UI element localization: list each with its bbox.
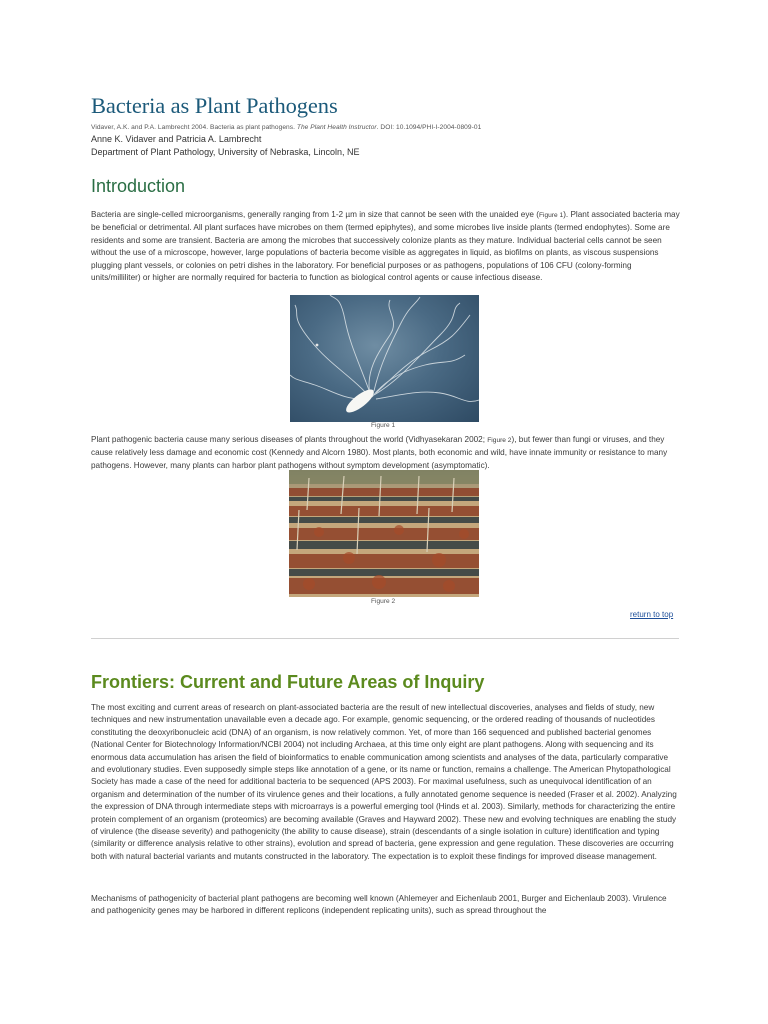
- figure-2-caption: Figure 2: [371, 598, 396, 605]
- bacterium-flagella-illustration: [290, 295, 479, 422]
- citation: [91, 124, 481, 131]
- figure-2-reference: Figure 2: [487, 437, 512, 444]
- intro-p1-text-b: ). Plant associated bacteria may be beneficial or detrimental. All plant surfaces have microbes on them (termed epiphytes), and some microbes live inside plants (termed endophytes). Some are residents and some are transient. Bacteria are among the microbes that successively colonize plants as they mature. Individual bacterial cells cannot be seen without the use of a microscope, however, large populations of bacteria become visible as aggregates in liquid, as biofilms on plants, as viscous suspensions plugging plant vessels, or colonies on petri dishes in the laboratory. For beneficial purposes or as pathogens, populations of 106 CFU (colony-forming units/milliliter) or higher are normally required for bacteria to function as biological control agents or cause infectious disease.: [91, 210, 680, 283]
- figure-1-caption: Figure 1: [371, 422, 396, 429]
- frontiers-paragraph-1: The most exciting and current areas of research on plant-associated bacteria are the result of new intellectual discoveries, analyses and fields of study, new techniques and new instrumentation unavailable even a decade ago. For example, genomic sequencing, or the ordered reading of thousands of nucleotides constituting the deoxyribonucleic acid (DNA) of an organism, is now relatively common. Yet, of more than 166 sequenced and published bacterial genomes (National Center for Biotechnology Information/NCBI 2004) not including Archaea, at this time only eight are plant pathogens. Along with sequencing and its enormous data accumulation has arisen the field of bioinformatics to enable communication among scientists and analyses of the data, particularly comparative and evolutionary studies. Even supposedly simple steps like annotation of a gene, or its name or function, remains a challenge. The American Phytopathological Society has made a case of the need for additional bacteria to be sequenced (APS 2003). For maximal usefulness, such as unequivocal identification of an organism and determination of the number of its virulence genes and their locations, a fully annotated genome sequence is needed (Fraser et al. 2002). Analyzing the expression of DNA through intermediate steps with microarrays is a powerful emerging tool (Hinds et al. 2003). Similarly, methods for characterizing the entire protein complement of an organism (proteomics) are becoming available (Graves and Hayward 2002). These new and evolving techniques are enabling the study of virulence (the disease severity) and pathogenicity (the ability to cause disease), strain (descendants of a single isolation in culture) identification and typing (similarity or difference analysis relative to other strains), evolution and spread of bacteria, gene expression and gene regulation. These discoveries are occurring both with natural bacterial variants and mutants constructed in the laboratory. The expectation is to exploit these findings for improved disease management.: [91, 703, 677, 861]
- citation-journal: The Plant Health Instructor: [296, 124, 377, 131]
- intro-p2-text-a: Plant pathogenic bacteria cause many serious diseases of plants throughout the world (Vidhyasekaran 2002;: [91, 435, 488, 444]
- article-title: Bacteria as Plant Pathogens: [91, 93, 338, 118]
- diseased-crop-rows-illustration: [289, 470, 479, 597]
- citation-doi: . DOI: 10.1094/PHI-I-2004-0809-01: [376, 124, 482, 131]
- citation-authors: Vidaver, A.K. and P.A. Lambrecht 2004. Bacteria as plant pathogens.: [91, 124, 297, 131]
- intro-p2-text-b: ), but fewer than fungi or viruses, and they cause relatively less damage and economic cost (Kennedy and Alcorn 1980). Most plants, both economic and wild, have innate immunity or resistance to many pathogens. However, many plants can harbor plant pathogens without symptom development (asymptomatic).: [91, 435, 668, 470]
- intro-paragraph-2: [91, 434, 681, 472]
- section-heading-frontiers: Frontiers: Current and Future Areas of Inquiry: [91, 672, 485, 692]
- intro-p1-text-a: Bacteria are single-celled microorganisms, generally ranging from 1-2 µm in size that cannot be seen with the unaided eye (: [91, 210, 539, 219]
- return-to-top-link[interactable]: return to top: [630, 610, 674, 619]
- intro-paragraph-1: [91, 209, 681, 284]
- bacterial-cell-shape: [343, 386, 377, 416]
- figure-2-field-photo: [289, 470, 479, 597]
- section-heading-introduction: Introduction: [91, 176, 186, 196]
- figure-1-reference: Figure 1: [538, 212, 564, 219]
- section-divider: [91, 638, 679, 639]
- frontiers-paragraph-2: Mechanisms of pathogenicity of bacterial plant pathogens are becoming well known (Ahlemeyer and Eichenlaub 2001, Burger and Eichenlaub 2003). Virulence and pathogenicity genes may be harbored in different replicons (independent replicating units), such as spread throughout the: [91, 894, 667, 916]
- author-affiliation: Department of Plant Pathology, University of Nebraska, Lincoln, NE: [91, 147, 360, 157]
- figure-1-micrograph: [290, 295, 479, 422]
- author-names: Anne K. Vidaver and Patricia A. Lambrecht: [91, 134, 262, 144]
